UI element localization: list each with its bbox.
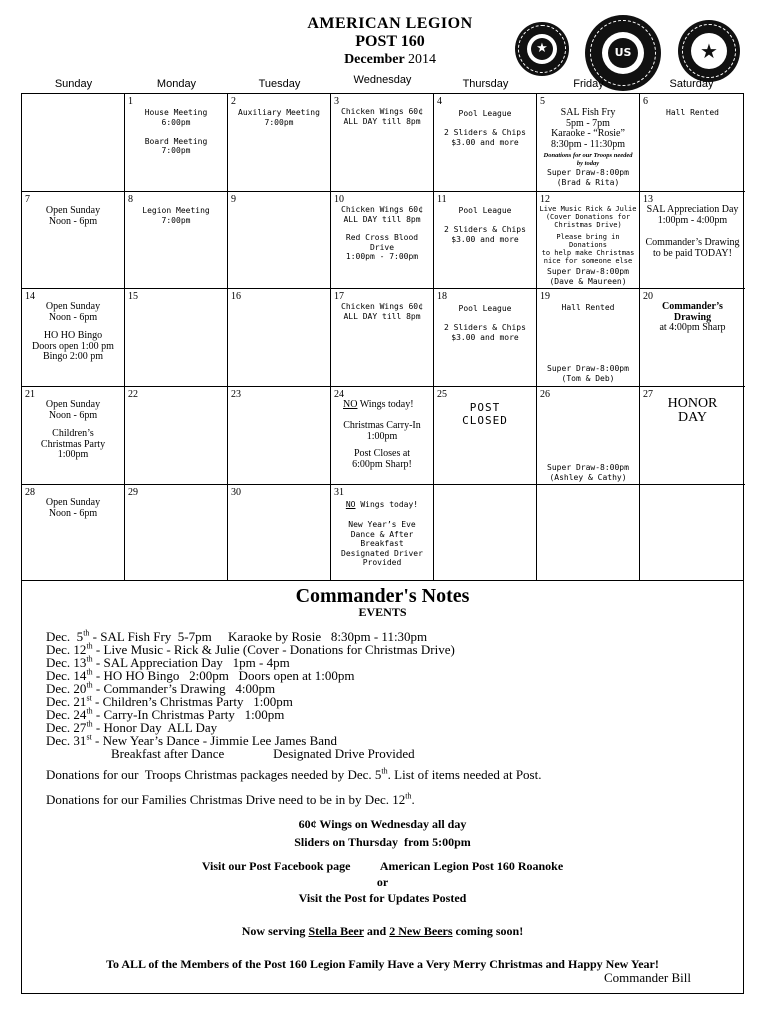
calendar-day-12: 12 Live Music Rick & Julie (Cover Donations for Christmas Drive) Please bring in Donations to help make Christmas nice for someone else Super Draw-8:00pm (Dave & Maureen) bbox=[537, 192, 640, 289]
sliders-special: Sliders on Thursday from 5:00pm bbox=[294, 835, 471, 849]
event-line: Dec. 21st - Children’s Christmas Party 1:00pm bbox=[46, 693, 293, 709]
legion-seal-icon: US bbox=[585, 15, 661, 91]
calendar-day-empty bbox=[640, 485, 745, 581]
calendar-day-20: 20 Commander’s Drawing at 4:00pm Sharp bbox=[640, 289, 745, 387]
calendar-day-28: 28 Open Sunday Noon - 6pm bbox=[22, 485, 125, 581]
calendar-day-15: 15 bbox=[125, 289, 228, 387]
calendar-day-8: 8 Legion Meeting 7:00pm bbox=[125, 192, 228, 289]
calendar-day-10: 10 Chicken Wings 60¢ ALL DAY till 8pm Red Cross Blood Drive 1:00pm - 7:00pm bbox=[331, 192, 434, 289]
event-line: Dec. 24th - Carry-In Christmas Party 1:00pm bbox=[46, 706, 285, 722]
troops-donations-note: Donations for our Troops Christmas packages needed by Dec. 5th. List of items needed at Post. bbox=[46, 766, 542, 782]
calendar-day-11: 11 Pool League 2 Sliders & Chips $3.00 and more bbox=[434, 192, 537, 289]
calendar-day-16: 16 bbox=[228, 289, 331, 387]
calendar-day-6: 6 Hall Rented bbox=[640, 94, 745, 192]
calendar-day-3: 3 Chicken Wings 60¢ ALL DAY till 8pm bbox=[331, 94, 434, 192]
event-line: Breakfast after Dance Designated Drive Provided bbox=[46, 746, 415, 761]
day-monday: Monday bbox=[156, 78, 197, 90]
event-line: Dec. 31st - New Year’s Dance - Jimmie Lee James Band bbox=[46, 732, 338, 748]
calendar-day-25: 25 POST CLOSED bbox=[434, 387, 537, 485]
calendar-day-31: 31 NO Wings today! New Year’s Eve Dance & After Breakfast Designated Driver Provided bbox=[331, 485, 434, 581]
commanders-notes-panel bbox=[21, 581, 744, 994]
calendar-day-2: 2 Auxiliary Meeting 7:00pm bbox=[228, 94, 331, 192]
day-sunday: Sunday bbox=[54, 78, 93, 90]
header-month: December 2014 bbox=[344, 52, 436, 67]
header-post-number: POST 160 bbox=[355, 33, 425, 50]
calendar-day-14: 14 Open Sunday Noon - 6pm HO HO Bingo Doors open 1:00 pm Bingo 2:00 pm bbox=[22, 289, 125, 387]
wings-special: 60¢ Wings on Wednesday all day bbox=[298, 817, 467, 831]
calendar-day-27: 27 HONOR DAY bbox=[640, 387, 745, 485]
calendar-grid bbox=[21, 93, 744, 581]
calendar-day-22: 22 bbox=[125, 387, 228, 485]
families-drive-note: Donations for our Families Christmas Drive need to be in by Dec. 12th. bbox=[46, 791, 415, 807]
facebook-line: Visit our Post Facebook page American Legion Post 160 Roanoke bbox=[201, 859, 564, 873]
day-thursday: Thursday bbox=[462, 78, 509, 90]
calendar-day-empty bbox=[22, 94, 125, 192]
day-friday: Friday bbox=[573, 78, 604, 90]
day-saturday: Saturday bbox=[669, 78, 714, 90]
visit-post-line: Visit the Post for Updates Posted bbox=[298, 891, 467, 905]
calendar-day-29: 29 bbox=[125, 485, 228, 581]
weekday-header bbox=[22, 74, 744, 92]
event-line: Dec. 27th - Honor Day ALL Day bbox=[46, 719, 218, 735]
calendar-day-24: 24 NO Wings today! Christmas Carry-In 1:00pm Post Closes at 6:00pm Sharp! bbox=[331, 387, 434, 485]
calendar-day-26: 26 Super Draw-8:00pm (Ashley & Cathy) bbox=[537, 387, 640, 485]
notes-subtitle: EVENTS bbox=[358, 605, 407, 619]
event-line: Dec. 12th - Live Music - Rick & Julie (Cover - Donations for Christmas Drive) bbox=[46, 641, 455, 657]
event-line: Dec. 13th - SAL Appreciation Day 1pm - 4pm bbox=[46, 654, 290, 670]
calendar-day-9: 9 bbox=[228, 192, 331, 289]
calendar-day-empty bbox=[537, 485, 640, 581]
calendar-day-empty bbox=[434, 485, 537, 581]
calendar-day-13: 13 SAL Appreciation Day 1:00pm - 4:00pm Commander’s Drawing to be paid TODAY! bbox=[640, 192, 745, 289]
calendar-day-19: 19 Hall Rented Super Draw-8:00pm (Tom & Deb) bbox=[537, 289, 640, 387]
calendar-day-4: 4 Pool League 2 Sliders & Chips $3.00 and more bbox=[434, 94, 537, 192]
calendar-day-17: 17 Chicken Wings 60¢ ALL DAY till 8pm bbox=[331, 289, 434, 387]
calendar-day-7: 7 Open Sunday Noon - 6pm bbox=[22, 192, 125, 289]
calendar-day-30: 30 bbox=[228, 485, 331, 581]
holiday-greeting: To ALL of the Members of the Post 160 Legion Family Have a Very Merry Christmas and Happy New Year! bbox=[106, 957, 659, 971]
day-tuesday: Tuesday bbox=[258, 78, 301, 90]
day-wednesday: Wednesday bbox=[353, 74, 412, 86]
event-line: Dec. 14th - HO HO Bingo 2:00pm Doors open at 1:00pm bbox=[46, 667, 355, 683]
or-line: or bbox=[376, 875, 389, 889]
calendar-day-1: 1 House Meeting 6:00pm Board Meeting 7:00pm bbox=[125, 94, 228, 192]
notes-title: Commander's Notes bbox=[295, 585, 470, 607]
signature: Commander Bill bbox=[603, 970, 691, 985]
calendar-day-18: 18 Pool League 2 Sliders & Chips $3.00 and more bbox=[434, 289, 537, 387]
auxiliary-emblem-icon: ★ bbox=[678, 20, 740, 82]
header-org-name: AMERICAN LEGION bbox=[307, 15, 473, 32]
calendar-day-21: 21 Open Sunday Noon - 6pm Children’s Christmas Party 1:00pm bbox=[22, 387, 125, 485]
event-line: Dec. 20th - Commander’s Drawing 4:00pm bbox=[46, 680, 276, 696]
calendar-day-5: 5 SAL Fish Fry 5pm - 7pm Karaoke - “Rosie” 8:30pm - 11:30pm Donations for our Troops needed by today Super Draw-8:00pm (Brad & Rita) bbox=[537, 94, 640, 192]
event-line: Dec. 5th - SAL Fish Fry 5-7pm Karaoke by Rosie 8:30pm - 11:30pm bbox=[46, 628, 428, 644]
now-serving-line: Now serving Stella Beer and 2 New Beers coming soon! bbox=[241, 924, 524, 938]
calendar-day-23: 23 bbox=[228, 387, 331, 485]
legion-emblem-icon: ★ bbox=[515, 22, 569, 76]
